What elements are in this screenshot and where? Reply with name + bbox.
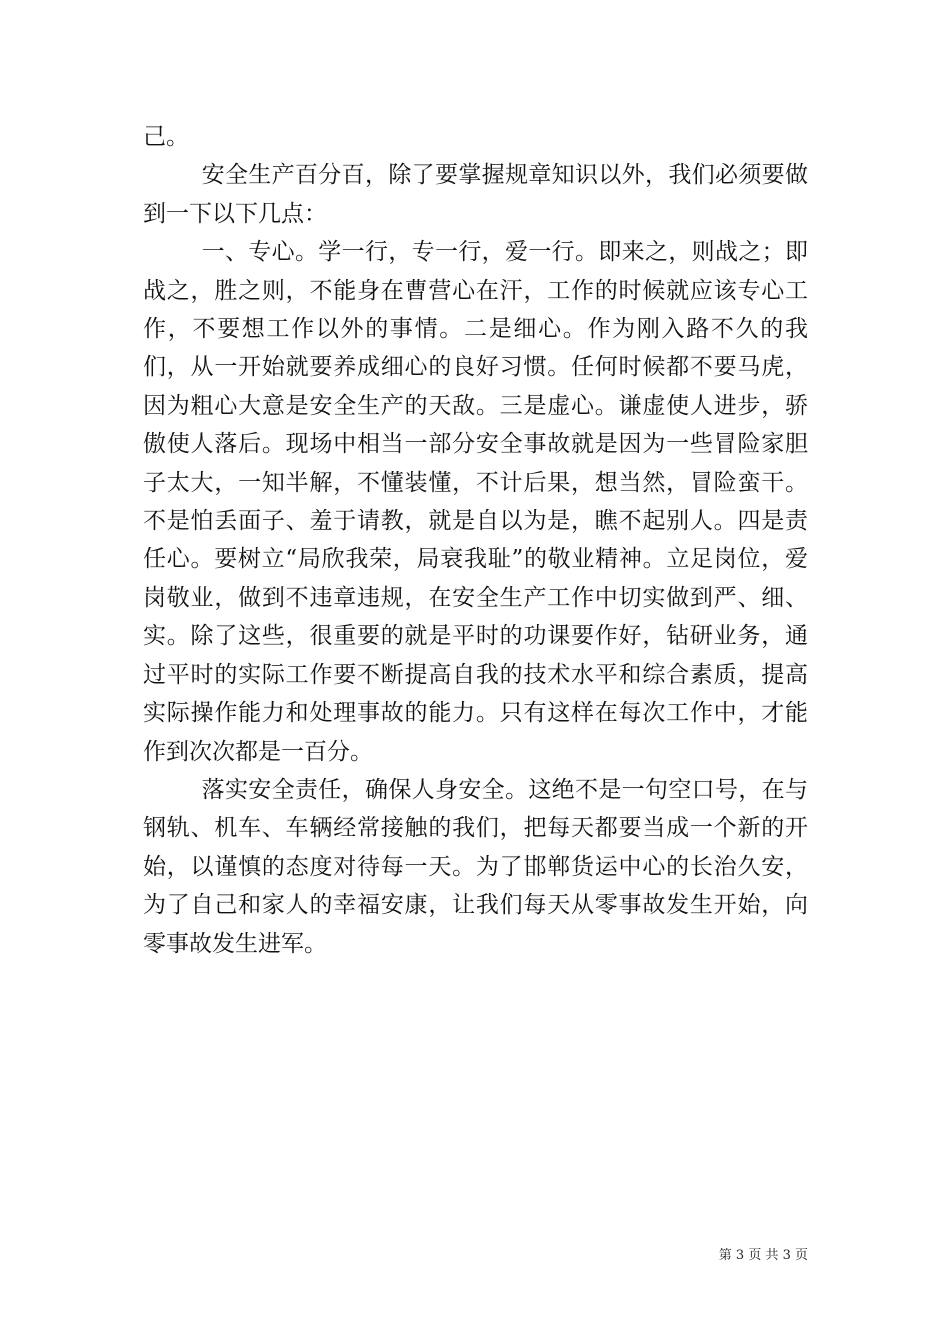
- paragraph-continuation: 己。: [143, 124, 189, 150]
- paragraph-conclusion: 落实安全责任，确保人身安全。这绝不是一句空口号，在与钢轨、机车、车辆经常接触的我们，把每天都要当成一个新的开始，以谨慎的态度对待每一天。为了邯郸货运中心的长治久安，为了自己和家人的幸福安康，让我们每天从零事故发生开始，向零事故发生进军。: [143, 776, 808, 957]
- page-number-footer: 第 3 页 共 3 页: [718, 1248, 808, 1263]
- document-body: [143, 118, 808, 963]
- paragraph-safety-intro: 安全生产百分百，除了要掌握规章知识以外，我们必须要做到一下以下几点：: [143, 162, 808, 227]
- paragraph-points: 一、专心。学一行，专一行，爱一行。即来之，则战之；即战之，胜之则，不能身在曹营心在汗，工作的时候就应该专心工作，不要想工作以外的事情。二是细心。作为刚入路不久的我们，从一开始就要养成细心的良好习惯。任何时候都不要马虎，因为粗心大意是安全生产的天敌。三是虚心。谦虚使人进步，骄傲使人落后。现场中相当一部分安全事故就是因为一些冒险家胆子太大，一知半解，不懂装懂，不计后果，想当然，冒险蛮干。不是怕丢面子、羞于请教，就是自以为是，瞧不起别人。四是责任心。要树立“局欣我荣，局衰我耻”的敬业精神。立足岗位，爱岗敬业，做到不违章违规，在安全生产工作中切实做到严、细、实。除了这些，很重要的就是平时的功课要作好，钻研业务，通过平时的实际工作要不断提高自我的技术水平和综合素质，提高实际操作能力和处理事故的能力。只有这样在每次工作中，才能作到次次都是一百分。: [143, 239, 808, 765]
